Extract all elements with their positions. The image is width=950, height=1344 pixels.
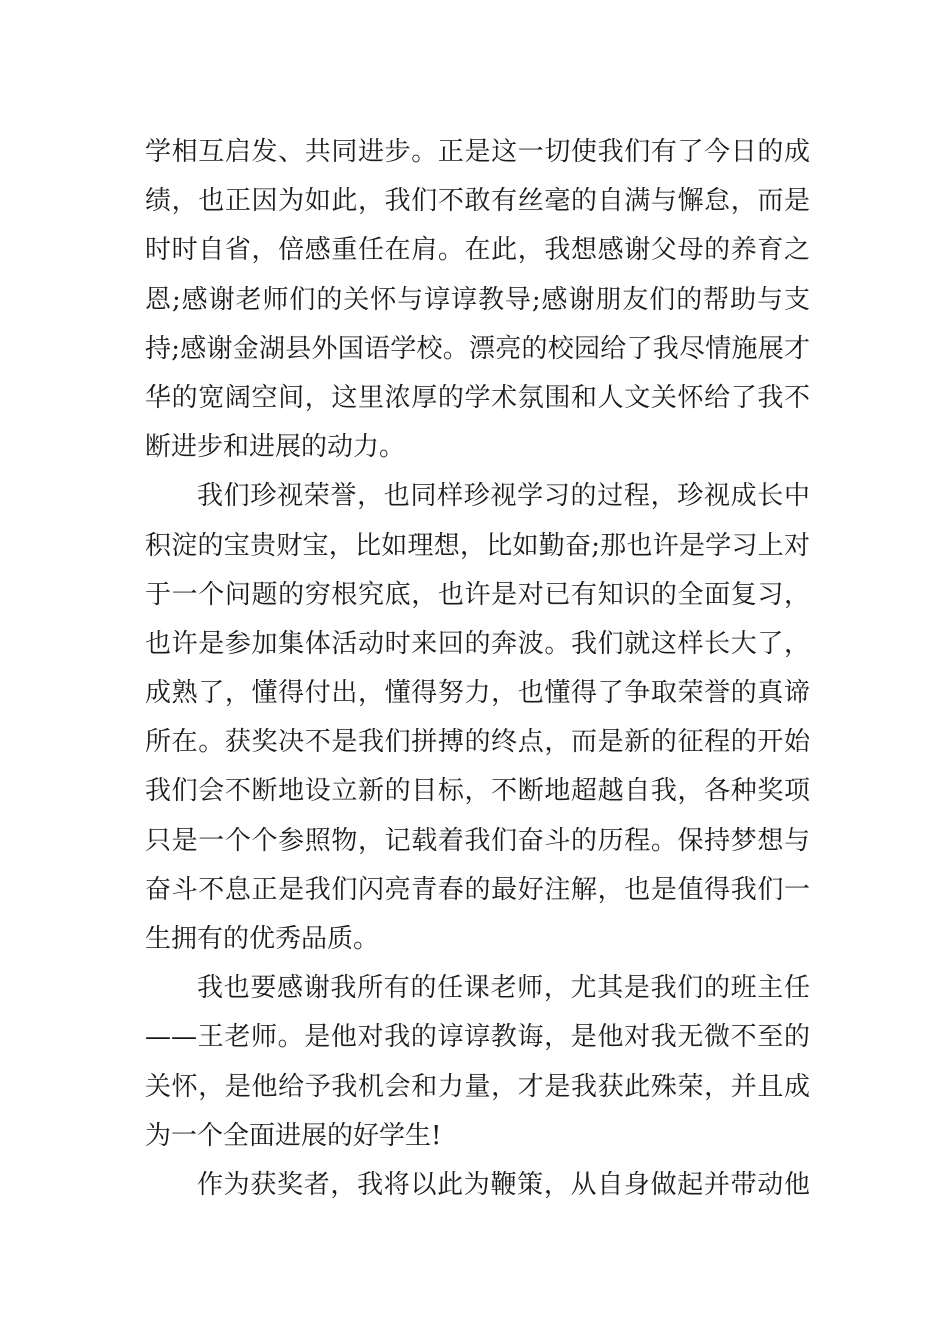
text-line: 奋斗不息正是我们闪亮青春的最好注解，也是值得我们一 bbox=[145, 874, 810, 905]
document-body bbox=[145, 128, 810, 1210]
text-line: 华的宽阔空间，这里浓厚的学术氛围和人文关怀给了我不 bbox=[145, 382, 810, 413]
text-line: ——王老师。是他对我的谆谆教诲，是他对我无微不至的 bbox=[145, 1022, 810, 1053]
text-line: 我们珍视荣誉，也同样珍视学习的过程，珍视成长中 bbox=[197, 481, 810, 512]
text-line: 于一个问题的穷根究底，也许是对已有知识的全面复习， bbox=[145, 579, 810, 610]
text-line: 也许是参加集体活动时来回的奔波。我们就这样长大了， bbox=[145, 628, 810, 659]
text-line: 我也要感谢我所有的任课老师，尤其是我们的班主任 bbox=[197, 973, 810, 1004]
text-line: 持;感谢金湖县外国语学校。漂亮的校园给了我尽情施展才 bbox=[145, 333, 810, 364]
text-line: 成熟了，懂得付出，懂得努力，也懂得了争取荣誉的真谛 bbox=[145, 678, 810, 709]
text-line: 我们会不断地设立新的目标，不断地超越自我，各种奖项 bbox=[145, 776, 810, 807]
text-line: 积淀的宝贵财宝，比如理想，比如勤奋;那也许是学习上对 bbox=[145, 530, 810, 561]
text-line: 作为获奖者，我将以此为鞭策，从自身做起并带动他 bbox=[197, 1169, 810, 1200]
text-line: 时时自省，倍感重任在肩。在此，我想感谢父母的养育之 bbox=[145, 235, 810, 266]
text-line: 关怀，是他给予我机会和力量，才是我获此殊荣，并且成 bbox=[145, 1071, 810, 1102]
text-line: 断进步和进展的动力。 bbox=[145, 432, 406, 463]
text-line: 绩，也正因为如此，我们不敢有丝毫的自满与懈怠，而是 bbox=[145, 186, 810, 217]
text-line: 学相互启发、共同进步。正是这一切使我们有了今日的成 bbox=[145, 137, 810, 167]
text-line: 所在。获奖决不是我们拼搏的终点，而是新的征程的开始 bbox=[145, 727, 810, 758]
text-line: 只是一个个参照物，记载着我们奋斗的历程。保持梦想与 bbox=[145, 825, 810, 856]
text-line: 为一个全面进展的好学生! bbox=[145, 1120, 442, 1151]
text-line: 恩;感谢老师们的关怀与谆谆教导;感谢朋友们的帮助与支 bbox=[145, 284, 810, 315]
text-line: 生拥有的优秀品质。 bbox=[145, 924, 380, 954]
